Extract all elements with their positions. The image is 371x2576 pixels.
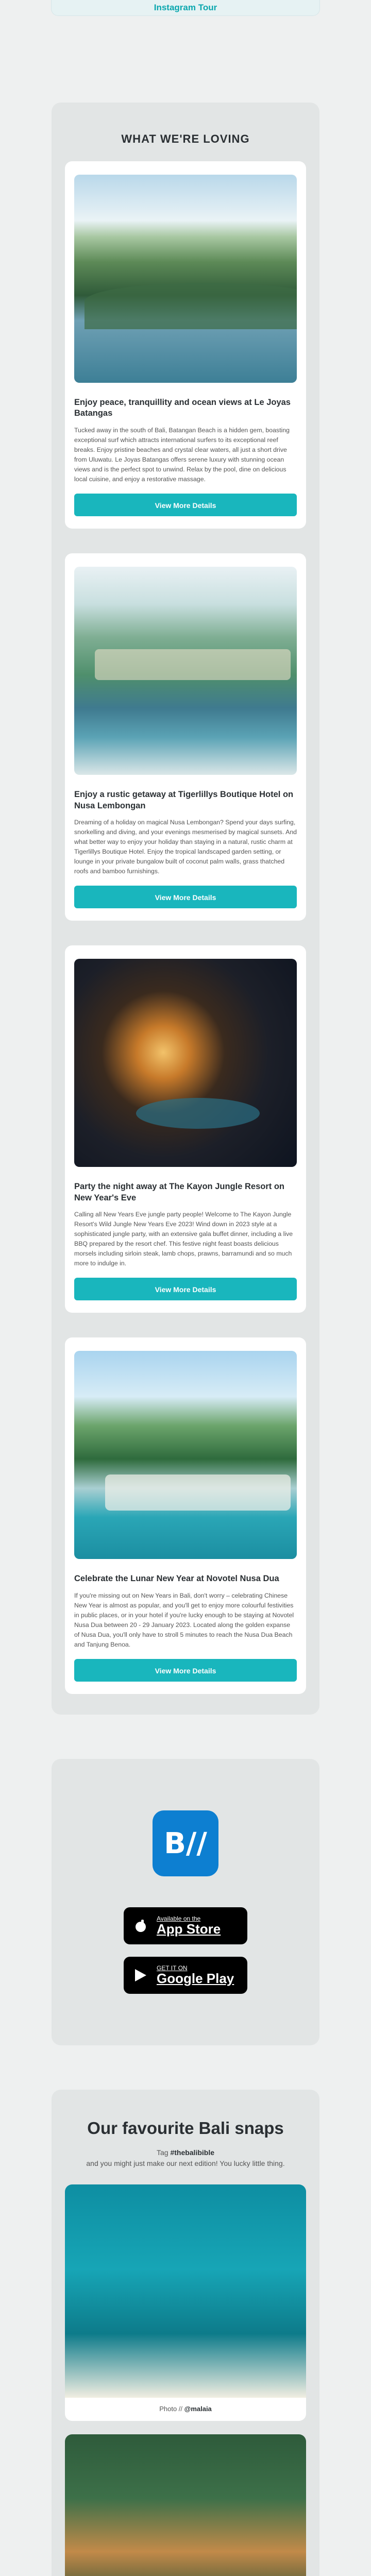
what-were-loving-section	[52, 103, 319, 1715]
view-details-button[interactable]: View More Details	[74, 886, 297, 908]
feature-title: Celebrate the Lunar New Year at Novotel Nusa Dua	[74, 1574, 279, 1584]
section-heading: WHAT WE'RE LOVING	[121, 132, 250, 145]
feature-body: Calling all New Years Eve jungle party people! Welcome to The Kayon Jungle Resort's Wild Jungle New Years Eve 2023! Wind down in 2023 style at a sophisticated jungle party, with an extensive gala buffet dinner, including a live BBQ prepared by the resort chef. This festive night feast boasts delicious morsels including sirloin steak, lamb chops, prawns, barramundi and so much more to indulge in.	[74, 1211, 293, 1267]
feature-image[interactable]	[74, 567, 297, 775]
app-store-big-label: App Store	[157, 1921, 221, 1937]
feature-title: Enjoy peace, tranquillity and ocean views at Le Joyas Batangas	[74, 398, 291, 418]
feature-image[interactable]	[74, 959, 297, 1167]
apple-icon	[132, 1917, 149, 1935]
snap-card	[65, 2434, 306, 2576]
feature-body: Tucked away in the south of Bali, Batangan Beach is a hidden gem, boasting exceptional surf which attracts international surfers to its exceptional reef breaks. Enjoy pristine beaches and crystal clear waters, all just a short drive from Uluwatu. Le Joyas Batangas offers serene luxury with stunning ocean views and is the perfect spot to unwind. Relax by the pool, dine on delicious local cuisine, and enjoy a restorative massage.	[74, 426, 290, 483]
snap-credit	[65, 2405, 306, 2413]
app-store-button[interactable]	[124, 1907, 247, 1944]
feature-body: If you're missing out on New Years in Bali, don't worry – celebrating Chinese New Year is almost as popular, and you'll get to enjoy more colourful festivities in public places, or in your hotel if you're lucky enough to be staying at Novotel Nusa Dua between 20 - 29 January 2023. Located along the golden expanse of Nusa Dua, you'll only have to stroll 5 minutes to reach the Nusa Dua Beach and Tanjung Benoa.	[74, 1591, 294, 1649]
view-details-button[interactable]: View More Details	[74, 1278, 297, 1300]
bali-bible-app-icon[interactable]: B//	[153, 1810, 218, 1876]
app-download-section	[52, 1759, 319, 2045]
google-play-small-label: GET IT ON	[157, 1964, 188, 1972]
google-play-big-label: Google Play	[157, 1970, 234, 1986]
view-details-button[interactable]: View More Details	[74, 494, 297, 516]
feature-image[interactable]	[74, 175, 297, 383]
view-details-button[interactable]: View More Details	[74, 1659, 297, 1682]
snap-image[interactable]	[65, 2184, 306, 2398]
app-store-small-label: Available on the	[157, 1915, 201, 1923]
instagram-tour-link[interactable]: Instagram Tour	[154, 3, 217, 12]
feature-title: Party the night away at The Kayon Jungle Resort on New Year's Eve	[74, 1182, 284, 1202]
bali-snaps-section	[52, 2090, 319, 2576]
feature-card	[65, 1337, 306, 1694]
feature-card	[65, 553, 306, 921]
snaps-sub-suffix: and you might just make our next edition! You lucky little thing.	[86, 2159, 285, 2168]
feature-body: Dreaming of a holiday on magical Nusa Lembongan? Spend your days surfing, snorkelling and diving, and your evenings mesmerised by magical sunsets. And what better way to enjoy your holiday than staying in a natural, rustic charm at Tigerlillys Boutique Hotel. Enjoy the tropical landscaped garden setting, or lounge in your private bungalow built of coconut palm walls, grass thatched roofs and bamboo furnishings.	[74, 819, 297, 875]
google-play-button[interactable]	[124, 1957, 247, 1994]
feature-title: Enjoy a rustic getaway at Tigerlillys Boutique Hotel on Nusa Lembongan	[74, 790, 294, 810]
feature-card	[65, 945, 306, 1313]
credit-handle[interactable]: @malaia	[184, 2405, 212, 2413]
google-play-icon	[132, 1967, 149, 1984]
instagram-tour-card	[51, 0, 320, 16]
snaps-hashtag: #thebalibible	[170, 2148, 215, 2157]
snaps-sub-prefix: Tag	[156, 2148, 168, 2157]
snaps-subtext	[65, 2147, 306, 2169]
feature-card	[65, 161, 306, 529]
snap-image[interactable]	[65, 2434, 306, 2576]
snap-card	[65, 2184, 306, 2421]
feature-image[interactable]	[74, 1351, 297, 1559]
snaps-heading: Our favourite Bali snaps	[87, 2119, 284, 2138]
credit-prefix: Photo //	[159, 2405, 183, 2413]
